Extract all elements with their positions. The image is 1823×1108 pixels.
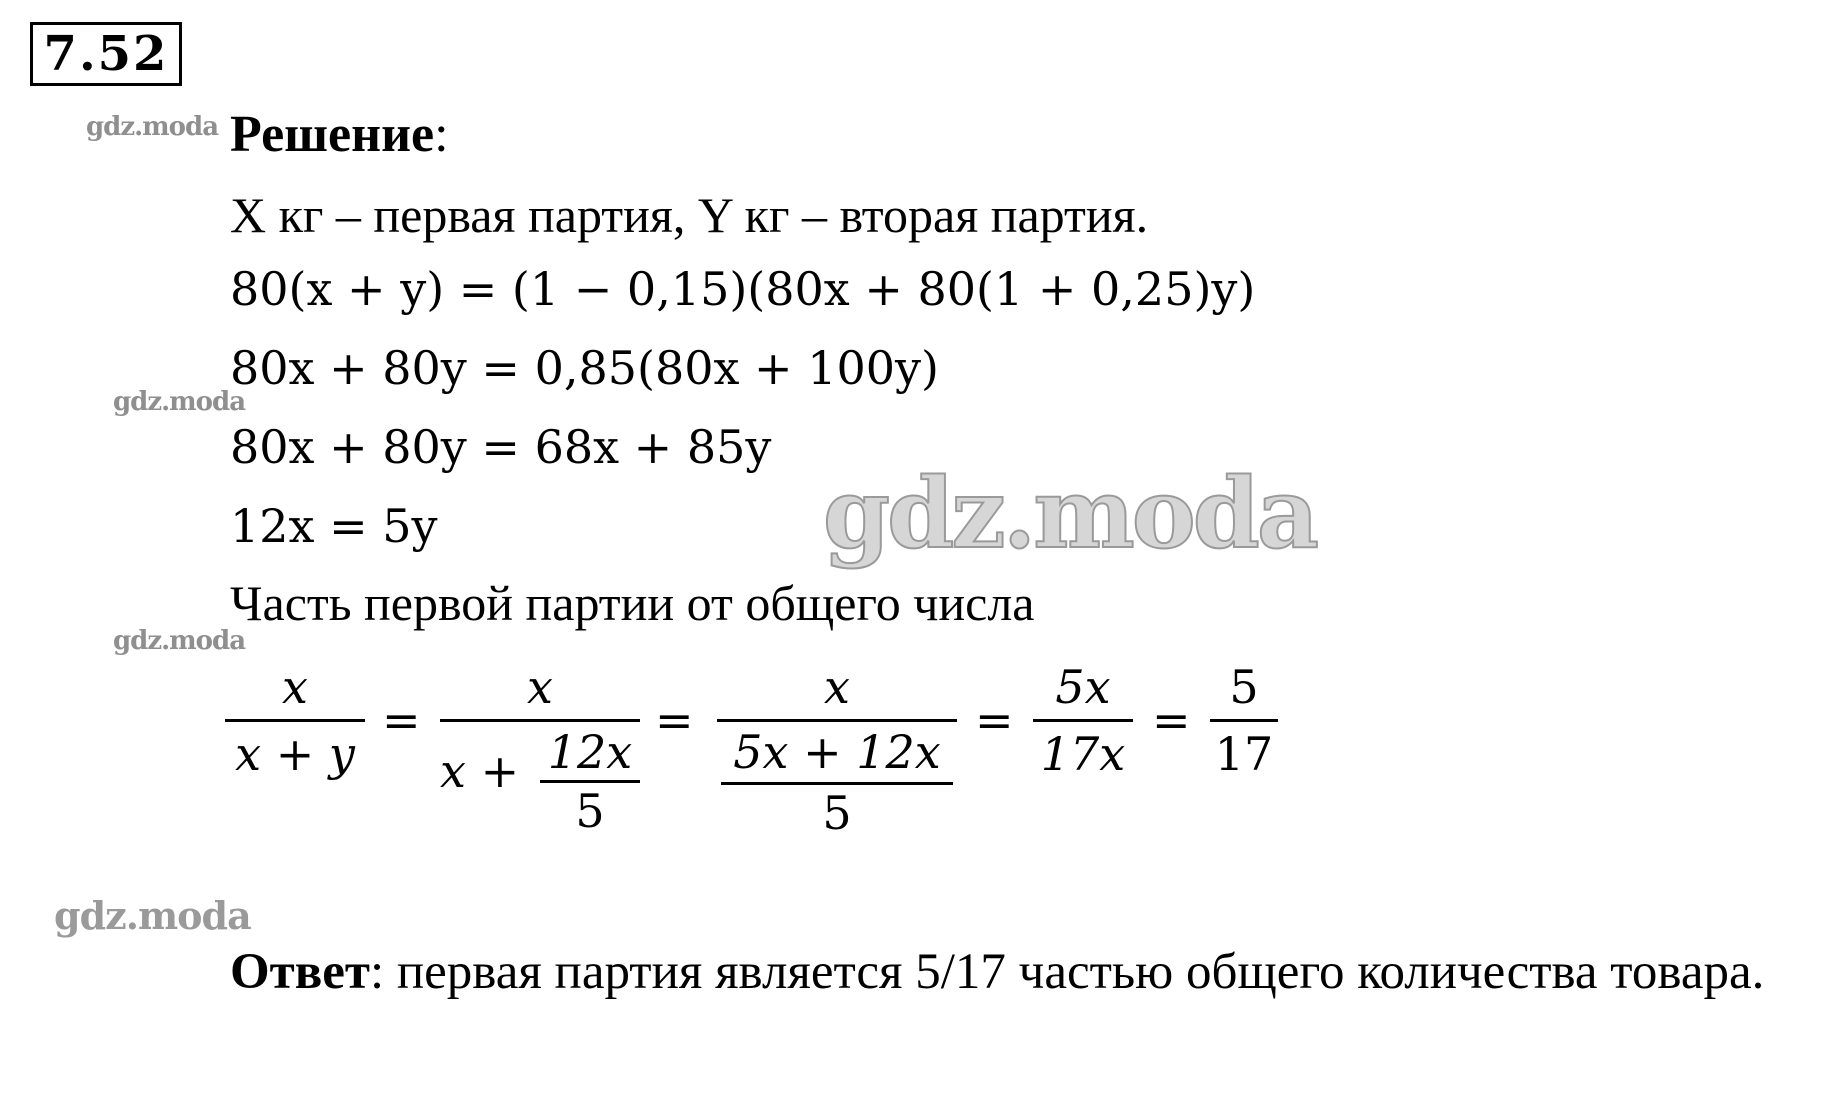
fraction-2-inner-numerator: 12x: [547, 725, 633, 779]
answer-paragraph: [230, 935, 1810, 1009]
fraction-3-inner-denominator: 5: [822, 786, 852, 840]
fraction-2-numerator: x: [527, 660, 553, 714]
fraction-3-inner-numerator: 5x + 12x: [733, 725, 941, 779]
answer-text: : первая партия является 5/17 частью общего количества товара.: [369, 944, 1765, 1000]
equals-sign: =: [382, 693, 421, 747]
fraction-3: [717, 655, 957, 841]
fraction-caption: Часть первой партии от общего числа: [230, 575, 1035, 631]
equals-sign: =: [1152, 693, 1191, 747]
fraction-2-denominator-lead: x +: [440, 744, 520, 798]
problem-number: 7.52: [30, 22, 182, 86]
watermark-small: gdz.moda: [86, 112, 219, 142]
fraction-2: [440, 655, 640, 852]
equation-4: 12x = 5y: [230, 499, 438, 553]
watermark-small: gdz.moda: [113, 387, 246, 417]
answer-label: Ответ: [230, 944, 370, 1000]
equals-sign: =: [975, 693, 1014, 747]
fraction-1-numerator: x: [282, 660, 308, 714]
equals-sign: =: [655, 693, 694, 747]
fraction-1: [225, 655, 365, 786]
watermark-small: gdz.moda: [113, 626, 246, 656]
equation-1: 80(x + y) = (1 − 0,15)(80x + 80(1 + 0,25)y): [230, 262, 1256, 316]
fraction-5-numerator: 5: [1229, 660, 1259, 714]
fraction-chain: [225, 655, 1625, 855]
fraction-5-denominator: 17: [1214, 727, 1274, 781]
fraction-4: [1033, 655, 1133, 786]
solution-colon: :: [434, 106, 449, 163]
fraction-4-denominator: 17x: [1040, 727, 1126, 781]
intro-text: X кг – первая партия, Y кг – вторая партия.: [230, 187, 1149, 243]
fraction-2-inner-denominator: 5: [575, 784, 605, 838]
fraction-1-denominator: x + y: [235, 727, 355, 781]
equation-2: 80x + 80y = 0,85(80x + 100y): [230, 341, 939, 395]
equation-3: 80x + 80y = 68x + 85y: [230, 420, 772, 474]
watermark-medium: gdz.moda: [54, 893, 251, 938]
fraction-4-numerator: 5x: [1055, 660, 1111, 714]
fraction-5: [1210, 655, 1278, 786]
solution-label: Решение: [230, 106, 435, 163]
watermark-large: gdz.moda: [823, 457, 1317, 570]
fraction-3-numerator: x: [824, 660, 850, 714]
solution-heading: [230, 105, 449, 164]
